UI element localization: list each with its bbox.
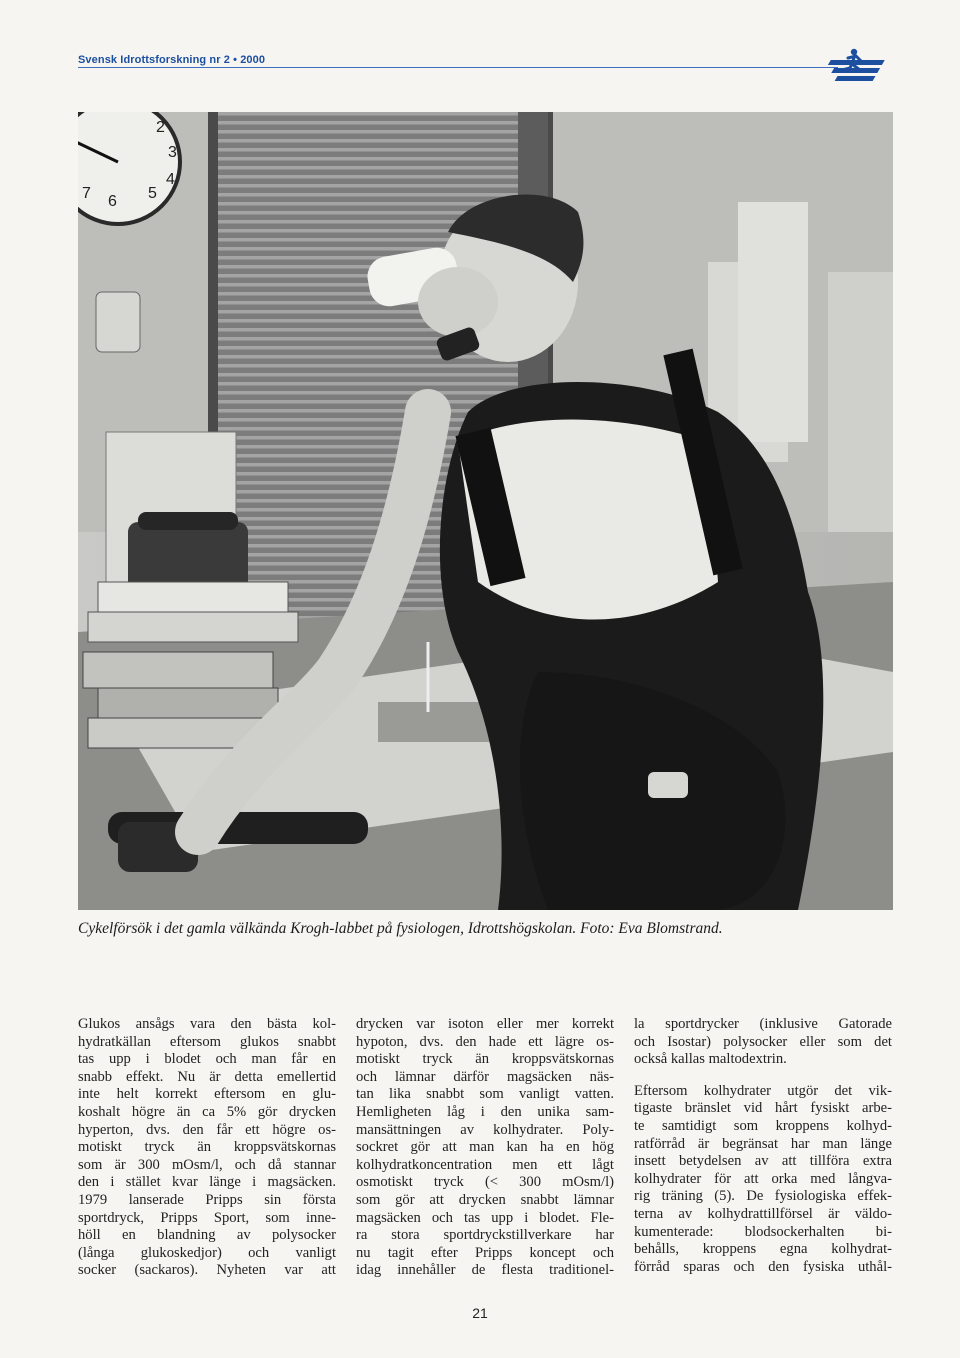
page-number: 21 <box>472 1305 488 1321</box>
text-line: snabb effekt. Nu är detta emellertid <box>78 1068 336 1085</box>
text-line: tan lika snabbt som vanligt vatten. <box>356 1086 614 1103</box>
text-line: koshalt högre än ca 5% gör drycken <box>78 1103 336 1120</box>
text-line: tas upp i blodet och man får en <box>78 1051 336 1068</box>
text-line: terna av kolhydrattillförsel är väldo- <box>634 1205 892 1222</box>
text-line: tigaste bränslet vid hårt fysiskt arbe- <box>634 1100 892 1117</box>
text-line: kumenterade: blodsockerhalten bi- <box>634 1223 892 1240</box>
text-line: som gör att drycken snabbt lämnar <box>356 1191 614 1208</box>
clock-number: 6 <box>108 193 117 210</box>
text-line: och lämnar därför magsäcken näs- <box>356 1068 614 1085</box>
clock-number: 4 <box>166 171 175 188</box>
text-line: förråd sparas och den fysiska uthål- <box>634 1258 892 1275</box>
text-column-3 <box>634 1016 892 1276</box>
clock-number: 3 <box>168 144 177 161</box>
text-line: te samtidigt som kroppens kolhyd- <box>634 1117 892 1134</box>
text-line: och Isostar) polysocker eller som det <box>634 1033 892 1050</box>
cyclist-drinking-photo <box>78 112 893 910</box>
header-rule <box>78 67 838 68</box>
text-line: mansättningen av kolhydrater. Poly- <box>356 1121 614 1138</box>
clock-number: 7 <box>82 185 91 202</box>
text-line: socker (sackaros). Nyheten var att <box>78 1262 336 1279</box>
text-line: hyperton, dvs. den får ett högre os- <box>78 1121 336 1138</box>
text-column-1 <box>78 1016 336 1280</box>
text-line: ratförråd är begränsat har man länge <box>634 1135 892 1152</box>
text-line: sockret gör att man kan ha en hög <box>356 1139 614 1156</box>
text-line: höll en blandning av polysocker <box>78 1227 336 1244</box>
text-line: insett betydelsen av att tillföra extra <box>634 1153 892 1170</box>
clock-number: 2 <box>156 119 165 136</box>
text-line: drycken var isoton eller mer korrekt <box>356 1016 614 1032</box>
text-line: osmotiskt tryck (< 300 mOsm/l) <box>356 1174 614 1191</box>
photo-caption: Cykelförsök i det gamla välkända Krogh-labbet på fysiologen, Idrottshögskolan. Foto: Eva Blomstrand. <box>78 920 723 937</box>
runner-logo-icon <box>818 44 896 84</box>
text-line: magsäcken och tas upp i blodet. Fle- <box>356 1209 614 1226</box>
text-line: kolhydrater för att orka med långva- <box>634 1170 892 1187</box>
text-column-2 <box>356 1016 614 1280</box>
text-line: Eftersom kolhydrater utgör det vik- <box>634 1082 892 1099</box>
text-line: (långa glukoskedjor) och vanligt <box>78 1244 336 1261</box>
text-line: kolhydratkoncentration men ett lågt <box>356 1156 614 1173</box>
text-line: hydratkällan eftersom glukos snabbt <box>78 1033 336 1050</box>
text-line: idag innehåller de flesta traditionel- <box>356 1262 614 1279</box>
paragraph-gap <box>634 1069 892 1083</box>
text-line: Hemligheten låg i den unika sam- <box>356 1103 614 1120</box>
text-line: som är 300 mOsm/l, och då stannar <box>78 1156 336 1173</box>
text-line: rig träning (5). De fysiologiska effek- <box>634 1188 892 1205</box>
text-line: inte helt korrekt eftersom en glu- <box>78 1086 336 1103</box>
text-line: nu tagit efter Pripps koncept och <box>356 1244 614 1261</box>
text-line: den i stället kvar länge i magsäcken. <box>78 1174 336 1191</box>
text-line: Glukos ansågs vara den bästa kol- <box>78 1016 336 1032</box>
text-line: ra stora sportdryckstillverkare har <box>356 1227 614 1244</box>
text-line: motiskt tryck än kroppsvätskornas <box>356 1051 614 1068</box>
text-line: hypoton, dvs. den hade ett lägre os- <box>356 1033 614 1050</box>
text-line: sportdryck, Pripps Sport, som inne- <box>78 1209 336 1226</box>
clock-number: 5 <box>148 185 157 202</box>
text-line: motiskt tryck än kroppsvätskornas <box>78 1139 336 1156</box>
text-line: behålls, kroppens egna kolhydrat- <box>634 1241 892 1258</box>
text-line: 1979 lanserade Pripps sin första <box>78 1191 336 1208</box>
journal-header: Svensk Idrottsforskning nr 2 • 2000 <box>78 54 266 66</box>
text-line: la sportdrycker (inklusive Gatorade <box>634 1016 892 1032</box>
text-line: också kallas maltodextrin. <box>634 1051 787 1068</box>
